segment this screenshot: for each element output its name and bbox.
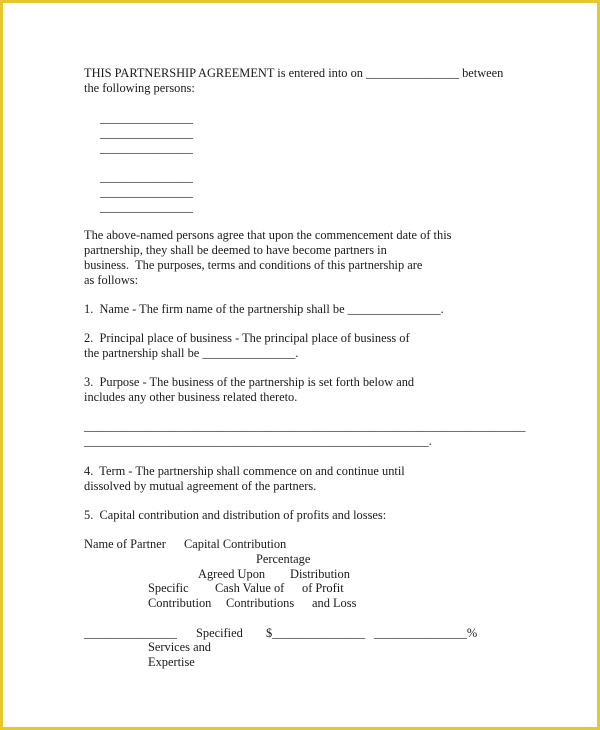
header-agreed-upon: Agreed Upon xyxy=(198,567,266,581)
clause-1-name: 1. Name - The firm name of the partnership shall be _______________. xyxy=(84,302,444,316)
row-percent-blank: _______________% xyxy=(374,626,478,640)
row-name-blank: _______________ xyxy=(84,626,177,640)
header-cash-value-of: Cash Value of xyxy=(215,581,285,595)
header-contributions: Contributions xyxy=(226,596,295,610)
party-blank-2: _______________ xyxy=(100,126,193,140)
header-contribution: Contribution xyxy=(148,596,212,610)
recital-line-4: as follows: xyxy=(84,273,139,287)
clause-3-line-2: includes any other business related thereto. xyxy=(84,390,298,404)
party-blank-5: _______________ xyxy=(100,185,193,199)
recital-line-2: partnership, they shall be deemed to have become partners in xyxy=(84,243,387,257)
header-name-of-partner: Name of Partner xyxy=(84,537,166,551)
clause-2-line-1: 2. Principal place of business - The principal place of business of xyxy=(84,331,410,345)
row-expertise: Expertise xyxy=(148,655,195,669)
clause-5-heading: 5. Capital contribution and distribution of profits and losses: xyxy=(84,508,387,522)
row-services-and: Services and xyxy=(148,640,211,654)
row-specified: Specified xyxy=(196,626,243,640)
header-distribution: Distribution xyxy=(290,567,350,581)
row-dollar-blank: $_______________ xyxy=(266,626,366,640)
clause-3-line-1: 3. Purpose - The business of the partnership is set forth below and xyxy=(84,375,415,389)
party-blank-1: _______________ xyxy=(100,111,193,125)
clause-4-line-1: 4. Term - The partnership shall commence on and continue until xyxy=(84,464,405,478)
header-capital-contribution: Capital Contribution xyxy=(184,537,287,551)
party-blank-3: _______________ xyxy=(100,141,193,155)
header-percentage: Percentage xyxy=(256,552,311,566)
party-blank-4: _______________ xyxy=(100,170,193,184)
purpose-line-1: _________________________________________________________________________ xyxy=(84,419,526,433)
header-specific: Specific xyxy=(148,581,189,595)
recital-line-1: The above-named persons agree that upon the commencement date of this xyxy=(84,228,452,242)
recital-line-3: business. The purposes, terms and conditions of this partnership are xyxy=(84,258,423,272)
header-of-profit: of Profit xyxy=(302,581,344,595)
purpose-line-2: _________________________________________________________. xyxy=(84,434,432,448)
clause-2-line-2: the partnership shall be _______________. xyxy=(84,346,299,360)
intro-line-1: THIS PARTNERSHIP AGREEMENT is entered into on _______________ between xyxy=(84,66,504,80)
clause-4-line-2: dissolved by mutual agreement of the partners. xyxy=(84,479,317,493)
intro-line-2: the following persons: xyxy=(84,81,195,95)
header-and-loss: and Loss xyxy=(312,596,357,610)
party-blank-6: _______________ xyxy=(100,200,193,214)
